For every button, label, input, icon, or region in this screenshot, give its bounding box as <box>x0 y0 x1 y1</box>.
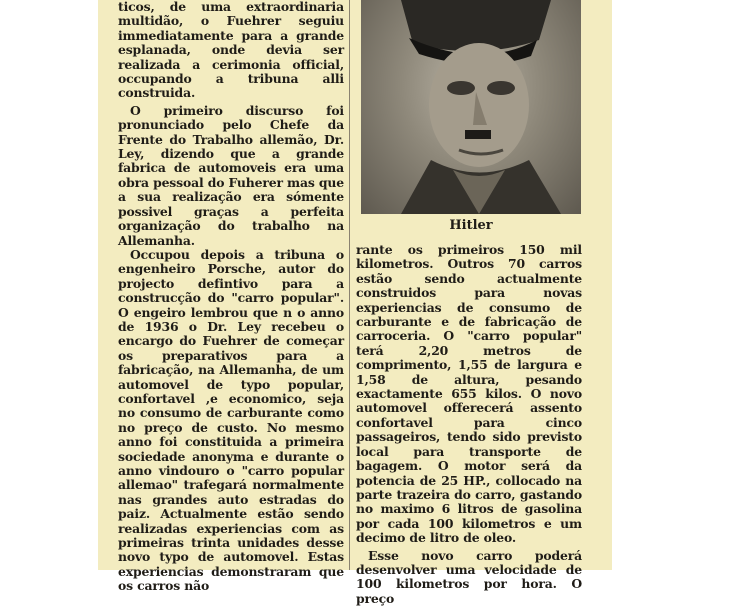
portrait-illustration <box>361 0 581 214</box>
article-paragraph: Occupou depois a tribuna o engenheiro Porsche, autor do projecto defintivo para a construcção do "carro popular". O engeiro lembrou que n o anno de 1936 o Dr. Ley recebeu o encargo do Fuehrer de começar os preparativos para a fabricação, na Allemanha, de um automovel de typo popular, confortavel ,e economico, seja no consumo de carburante como no preço de custo. No mesmo anno foi constituida a primeira sociedade anonyma e durante o anno vindouro o "carro popular allemao" trafegará normalmente nas grandes auto estradas do paiz. Actualmente estão sendo realizadas experiencias com as primeiras trinta unidades desse novo typo de automovel. Estas experiencias demonstraram que os carros não <box>118 246 344 594</box>
article-paragraph: O primeiro discurso foi pronunciado pelo Chefe da Frente do Trabalho allemão, Dr. Ley, dizendo que a grande fabrica de automoveis era uma obra pessoal do Fuherer mas que a sua realização era sómente possivel graças a perfeita organização do trabalho na Allemanha. <box>118 102 344 248</box>
article-left-column <box>118 0 344 594</box>
portrait-photo <box>361 0 581 214</box>
column-divider <box>349 0 350 570</box>
article-paragraph: Esse novo carro poderá desenvolver uma velocidade de 100 kilometros por hora. O preço <box>356 547 582 606</box>
article-paragraph: rante os primeiros 150 mil kilometros. Outros 70 carros estão sendo actualmente construidos para novas experiencias de consumo de carburante e de fabricação de carroceria. O "carro popular" terá 2,20 metros de comprimento, 1,55 de largura e 1,58 de altura, pesando exactamente 655 kilos. O novo automovel offerecerá assento confortavel para cinco passageiros, tendo sido previsto local para transporte de bagagem. O motor será da potencia de 25 HP., collocado na parte trazeira do carro, gastando no maximo 6 litros de gasolina por cada 100 kilometros e um decimo de litro de oleo. <box>356 242 582 546</box>
article-right-column <box>356 243 582 606</box>
photo-caption: Hitler <box>449 218 493 233</box>
article-paragraph: ticos, de uma extraordinaria multidão, o Fuehrer seguiu immediatamente para a grande esplanada, onde devia ser realizada a cerimonia official, occupando a tribuna alli construida. <box>118 0 344 101</box>
